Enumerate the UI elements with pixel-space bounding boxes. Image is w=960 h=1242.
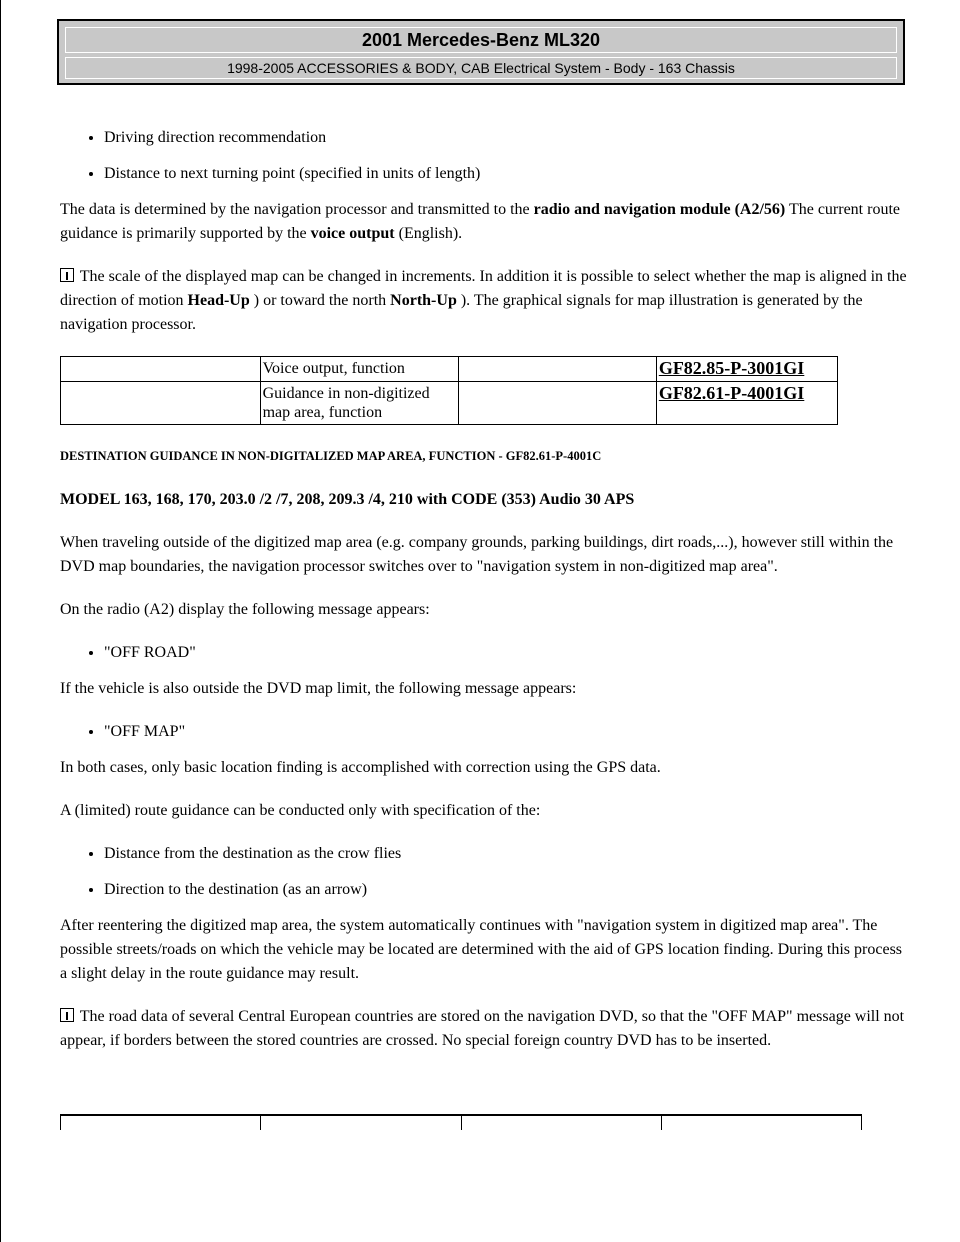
text-span: The current route guidance is primarily supported by the (60, 201, 900, 242)
table-cell-empty (661, 1115, 861, 1130)
table-cell-empty (61, 357, 261, 382)
table-cell-empty (461, 1115, 661, 1130)
document-body (60, 126, 910, 1072)
paragraph-road-data (60, 1005, 910, 1053)
reference-link[interactable]: GF82.85-P-3001GI (656, 357, 837, 382)
text-span: The data is determined by the navigation processor and transmitted to the (60, 201, 534, 218)
list-item: • Distance to next turning point (specified in units of length) (104, 162, 910, 186)
table-row (61, 357, 838, 382)
paragraph-radio-message: On the radio (A2) display the following message appears: (60, 601, 430, 618)
document-title: 2001 Mercedes-Benz ML320 (65, 27, 897, 53)
text-span: ). The graphical signals for map illustration is generated by the navigation processor. (60, 292, 863, 333)
text-span: The scale of the displayed map can be changed in increments. In addition it is possible to select whether the map is aligned in the direction of motion (60, 268, 907, 309)
text-span: The road data of several Central European countries are stored on the navigation DVD, so that the "OFF MAP" message will not appear, if borders between the stored countries are crossed. No special foreign country DVD has to be inserted. (60, 1008, 905, 1049)
table-cell-empty (61, 382, 261, 425)
table-cell-label: Voice output, function (260, 357, 459, 382)
document-subtitle: 1998-2005 ACCESSORIES & BODY, CAB Electrical System - Body - 163 Chassis (65, 57, 897, 79)
paragraph-offroad-intro: When traveling outside of the digitized map area (e.g. company grounds, parking buildings, dirt roads,...), however still within the DVD map boundaries, the navigation processor switches over to "navigation system in non-digitized map area". (60, 534, 894, 575)
list-item: • "OFF MAP" (104, 720, 910, 744)
bold-term: North-Up (390, 292, 457, 309)
table-cell-empty (459, 357, 657, 382)
guidance-info-list (60, 126, 910, 186)
text-span: (English). (394, 225, 463, 242)
paragraph-data-transmission (60, 198, 910, 246)
model-heading: MODEL 163, 168, 170, 203.0 /2 /7, 208, 209.3 /4, 210 with CODE (353) Audio 30 APS (60, 491, 635, 508)
table-row (61, 382, 838, 425)
paragraph-limited-guidance: A (limited) route guidance can be conducted only with specification of the: (60, 802, 541, 819)
text-span: ) or toward the north (249, 292, 391, 309)
reference-table (60, 356, 838, 425)
paragraph-map-scale (60, 265, 910, 337)
paragraph-gps: In both cases, only basic location finding is accomplished with correction using the GPS data. (60, 759, 661, 776)
table-cell-empty (261, 1115, 461, 1130)
table-cell-empty (61, 1115, 261, 1130)
message-list-offroad (60, 641, 910, 665)
message-list-offmap (60, 720, 910, 744)
bold-term: Head-Up (187, 292, 250, 309)
reference-link[interactable]: GF82.61-P-4001GI (656, 382, 837, 425)
page-left-border (0, 0, 1, 1242)
list-item: • Driving direction recommendation (104, 126, 910, 150)
table-cell-empty (459, 382, 657, 425)
limited-guidance-list (60, 842, 910, 902)
paragraph-reentering: After reentering the digitized map area, the system automatically continues with "navigation system in digitized map area". The possible streets/roads on which the vehicle may be located are determined with the aid of GPS location finding. During this process a slight delay in the route guidance may result. (60, 917, 903, 982)
paragraph-dvd-limit: If the vehicle is also outside the DVD map limit, the following message appears: (60, 680, 577, 697)
list-item: • Direction to the destination (as an arrow) (104, 878, 910, 902)
note-icon (60, 1008, 74, 1022)
table-cell-label: Guidance in non-digitized map area, function (260, 382, 459, 425)
list-item: • "OFF ROAD" (104, 641, 910, 665)
section-heading: DESTINATION GUIDANCE IN NON-DIGITALIZED MAP AREA, FUNCTION - GF82.61-P-4001C (60, 449, 602, 463)
document-header (57, 19, 905, 85)
bold-term: radio and navigation module (A2/56) (533, 201, 786, 218)
bottom-table-fragment (60, 1114, 862, 1130)
list-item: • Distance from the destination as the crow flies (104, 842, 910, 866)
table-row (61, 1115, 862, 1130)
bold-term: voice output (310, 225, 395, 242)
note-icon (60, 268, 74, 282)
